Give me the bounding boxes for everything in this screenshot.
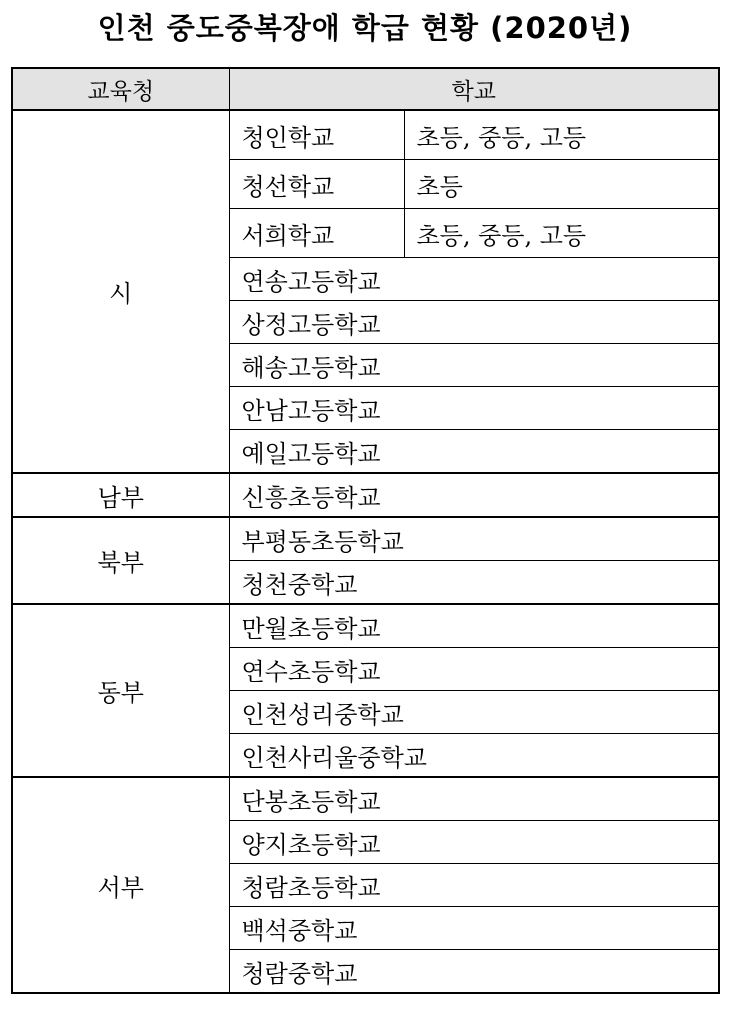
school-name-cell: 신흥초등학교 [229,473,719,517]
school-name-cell: 상정고등학교 [229,301,719,344]
table-header-row [12,68,719,110]
page-title: 인천 중도중복장애 학급 현황 (2020년) [97,11,633,45]
school-levels-cell: 초등, 중등, 고등 [404,209,719,258]
school-name-cell: 청람중학교 [229,950,719,994]
table-row [12,517,719,561]
school-levels-cell: 초등, 중등, 고등 [404,110,719,160]
school-column-header: 학교 [229,68,719,110]
office-cell: 남부 [12,473,229,517]
school-levels-cell: 초등 [404,160,719,209]
school-name-cell: 양지초등학교 [229,821,719,864]
school-name-cell: 만월초등학교 [229,604,719,648]
school-name-cell: 서희학교 [229,209,404,258]
school-name-cell: 해송고등학교 [229,344,719,387]
table-row [12,473,719,517]
school-name-cell: 예일고등학교 [229,430,719,474]
table-row [12,110,719,160]
school-table [11,67,720,994]
office-cell: 시 [12,110,229,473]
school-name-cell: 인천사리울중학교 [229,734,719,778]
school-name-cell: 연수초등학교 [229,648,719,691]
table-row [12,777,719,821]
school-name-cell: 안남고등학교 [229,387,719,430]
school-name-cell: 청선학교 [229,160,404,209]
table-row [12,604,719,648]
school-name-cell: 청인학교 [229,110,404,160]
office-column-header: 교육청 [12,68,229,110]
school-name-cell: 백석중학교 [229,907,719,950]
school-name-cell: 청천중학교 [229,561,719,605]
school-name-cell: 연송고등학교 [229,258,719,301]
school-name-cell: 단봉초등학교 [229,777,719,821]
office-cell: 북부 [12,517,229,604]
school-name-cell: 인천성리중학교 [229,691,719,734]
school-name-cell: 청람초등학교 [229,864,719,907]
office-cell: 동부 [12,604,229,777]
school-name-cell: 부평동초등학교 [229,517,719,561]
office-cell: 서부 [12,777,229,993]
